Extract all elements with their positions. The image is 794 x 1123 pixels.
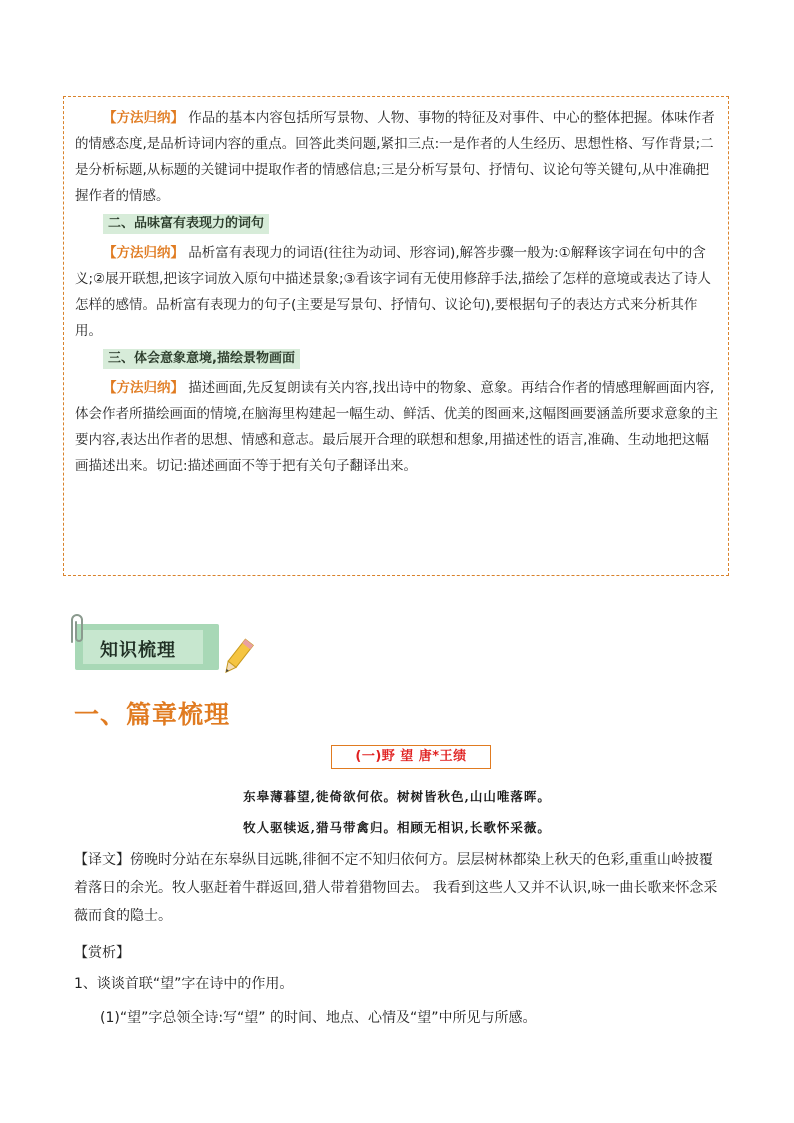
subheading-expressive-words: 二、品味富有表现力的词句 bbox=[103, 214, 269, 234]
translation-paragraph: 【译文】傍晚时分站在东皋纵目远眺,徘徊不定不知归依何方。层层树林都染上秋天的色彩,重重山岭披覆着落日的余光。牧人驱赶着牛群返回,猎人带着猎物回去。 我看到这些人又并不认识,咏一曲长歌来怀念采薇而食的隐士。 bbox=[74, 852, 718, 924]
poem-title-box: (一)野 望 唐*王绩 bbox=[331, 745, 491, 769]
poem-line-2: 牧人驱犊返,猎马带禽归。相顾无相识,长歌怀采薇。 bbox=[243, 820, 551, 835]
paperclip-icon bbox=[65, 612, 89, 646]
answer-1: (1)“望”字总领全诗:写“望” 的时间、地点、心情及“望”中所见与所感。 bbox=[100, 1010, 537, 1026]
method-paragraph-3 bbox=[75, 375, 722, 479]
appreciation-label: 【赏析】 bbox=[74, 945, 130, 961]
method-paragraph-2 bbox=[75, 240, 722, 344]
method-paragraph-1 bbox=[75, 105, 722, 209]
method-text: 描述画面,先反复朗读有关内容,找出诗中的物象、意象。再结合作者的情感理解画面内容,体会作者所描绘画面的情境,在脑海里构建起一幅生动、鲜活、优美的图画来,这幅图画要涵盖所要求意象的主要内容,表达出作者的思想、情感和意志。最后展开合理的联想和想象,用描述性的语言,准确、生动地把这幅画描述出来。切记:描述画面不等于把有关句子翻译出来。 bbox=[75, 380, 719, 474]
method-text: 品析富有表现力的词语(往往为动词、形容词),解答步骤一般为:①解释该字词在句中的含义;②展开联想,把该字词放入原句中描述景象;③看该字词有无使用修辞手法,描绘了怎样的意境或表达了诗人怎样的感情。品析富有表现力的句子(主要是写景句、抒情句、议论句),要根据句子的表达方式来分析其作用。 bbox=[75, 245, 711, 339]
method-summary-box bbox=[63, 96, 729, 576]
method-tag: 【方法归纳】 bbox=[103, 110, 184, 126]
method-tag: 【方法归纳】 bbox=[103, 245, 184, 261]
section-title: 一、篇章梳理 bbox=[74, 700, 231, 729]
subheading-imagery: 三、体会意象意境,描绘景物画面 bbox=[103, 349, 300, 369]
banner-title: 知识梳理 bbox=[100, 640, 176, 661]
pencil-icon bbox=[218, 636, 256, 680]
method-text: 作品的基本内容包括所写景物、人物、事物的特征及对事件、中心的整体把握。体味作者的情感态度,是品析诗词内容的重点。回答此类问题,紧扣三点:一是作者的人生经历、思想性格、写作背景;二是分析标题,从标题的关键词中提取作者的情感信息;三是分析写景句、抒情句、议论句等关键句,从中准确把握作者的情感。 bbox=[75, 110, 715, 204]
question-1: 1、谈谈首联“望”字在诗中的作用。 bbox=[74, 976, 294, 992]
poem-line-1: 东皋薄暮望,徙倚欲何依。树树皆秋色,山山唯落晖。 bbox=[243, 789, 551, 804]
knowledge-banner bbox=[75, 624, 219, 670]
method-tag: 【方法归纳】 bbox=[103, 380, 184, 396]
